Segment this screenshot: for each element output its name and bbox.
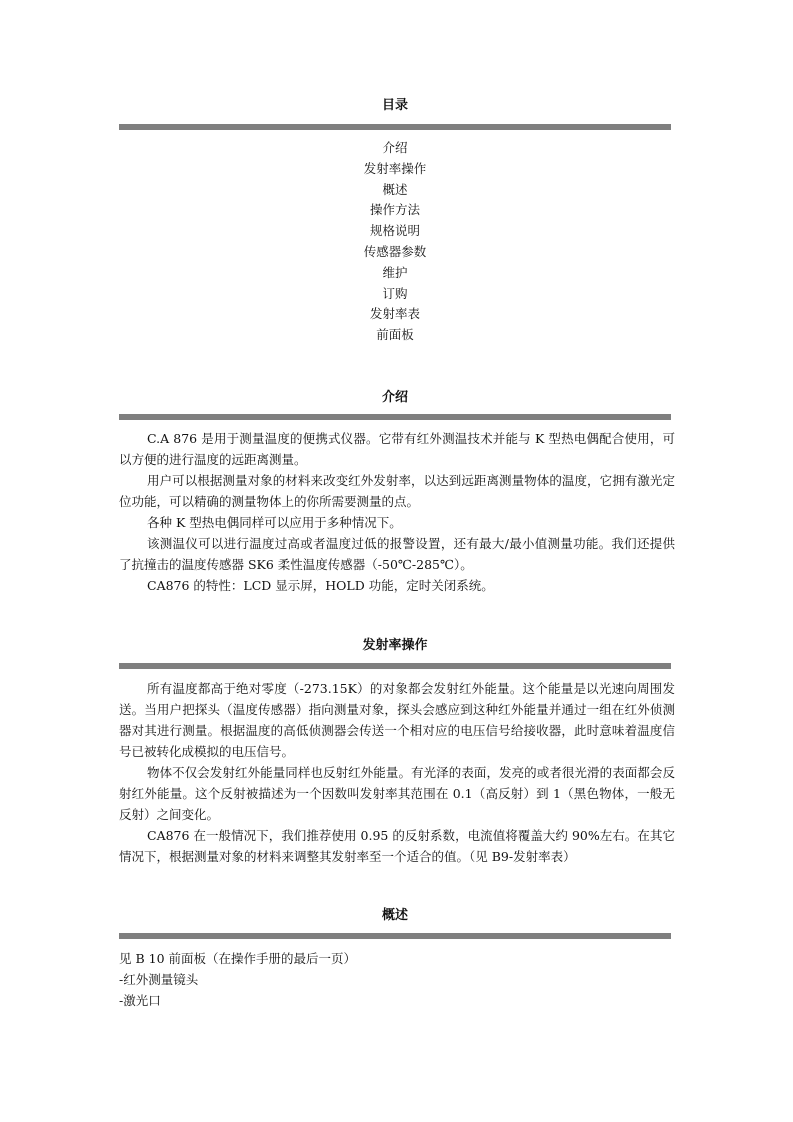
- emissivity-paragraph: 物体不仅会发射红外能量同样也反射红外能量。有光泽的表面，发亮的或者很光滑的表面都会反射红外能量。这个反射被描述为一个因数叫发射率其范围在 0.1（高反射）到 1（黑色物体，一般无反射）之间变化。: [119, 765, 675, 822]
- toc-item[interactable]: 维护: [382, 264, 408, 280]
- intro-paragraph: 该测温仪可以进行温度过高或者温度过低的报警设置，还有最大/最小值测量功能。我们还提供了抗撞击的温度传感器 SK6 柔性温度传感器（-50℃-285℃）。: [119, 536, 675, 572]
- overview-divider: [119, 933, 671, 939]
- overview-line: -红外测量镜头: [119, 972, 199, 987]
- toc-title: 目录: [381, 98, 408, 113]
- emissivity-title: 发射率操作: [362, 638, 428, 653]
- emissivity-body: [119, 678, 675, 867]
- emissivity-divider: [119, 663, 671, 669]
- intro-paragraph: 各种 K 型热电偶同样可以应用于多种情况下。: [147, 515, 402, 530]
- intro-divider: [119, 414, 671, 420]
- emissivity-paragraph: CA876 在一般情况下，我们推荐使用 0.95 的反射系数，电流值将覆盖大约 90%左右。在其它情况下，根据测量对象的材料来调整其发射率至一个适合的值。（见 B9-发射率表）: [119, 828, 675, 864]
- intro-paragraph: CA876 的特性：LCD 显示屏，HOLD 功能，定时关闭系统。: [147, 578, 494, 593]
- overview-line: -激光口: [119, 993, 161, 1008]
- overview-body: [119, 948, 675, 1011]
- intro-paragraph: 用户可以根据测量对象的材料来改变红外发射率，以达到远距离测量物体的温度，它拥有激光定位功能，可以精确的测量物体上的你所需要测量的点。: [119, 473, 675, 509]
- overview-title: 概述: [381, 908, 408, 923]
- intro-paragraph: C.A 876 是用于测量温度的便携式仪器。它带有红外测温技术并能与 K 型热电偶配合使用，可以方便的进行温度的远距离测量。: [119, 431, 675, 467]
- overview-line: 见 B 10 前面板（在操作手册的最后一页）: [119, 951, 357, 966]
- toc-item[interactable]: 发射率表: [369, 306, 420, 322]
- toc-divider: [119, 124, 671, 130]
- toc-item[interactable]: 订购: [382, 285, 408, 301]
- toc-item[interactable]: 前面板: [376, 327, 414, 343]
- intro-body: [119, 428, 675, 596]
- toc-item[interactable]: 传感器参数: [363, 243, 427, 259]
- toc-item[interactable]: 规格说明: [369, 223, 420, 239]
- toc-item[interactable]: 操作方法: [369, 202, 420, 218]
- table-of-contents: [119, 138, 671, 346]
- toc-item[interactable]: 发射率操作: [363, 160, 427, 176]
- intro-title: 介绍: [381, 390, 408, 405]
- toc-item[interactable]: 介绍: [382, 140, 408, 155]
- emissivity-paragraph: 所有温度都高于绝对零度（-273.15K）的对象都会发射红外能量。这个能量是以光速向周围发送。当用户把探头（温度传感器）指向测量对象，探头会感应到这种红外能量并通过一组在红外侦测器对其进行测量。根据温度的高低侦测器会传送一个相对应的电压信号给接收器，此时意味着温度信号已被转化成模拟的电压信号。: [119, 681, 675, 759]
- toc-item[interactable]: 概述: [382, 181, 408, 197]
